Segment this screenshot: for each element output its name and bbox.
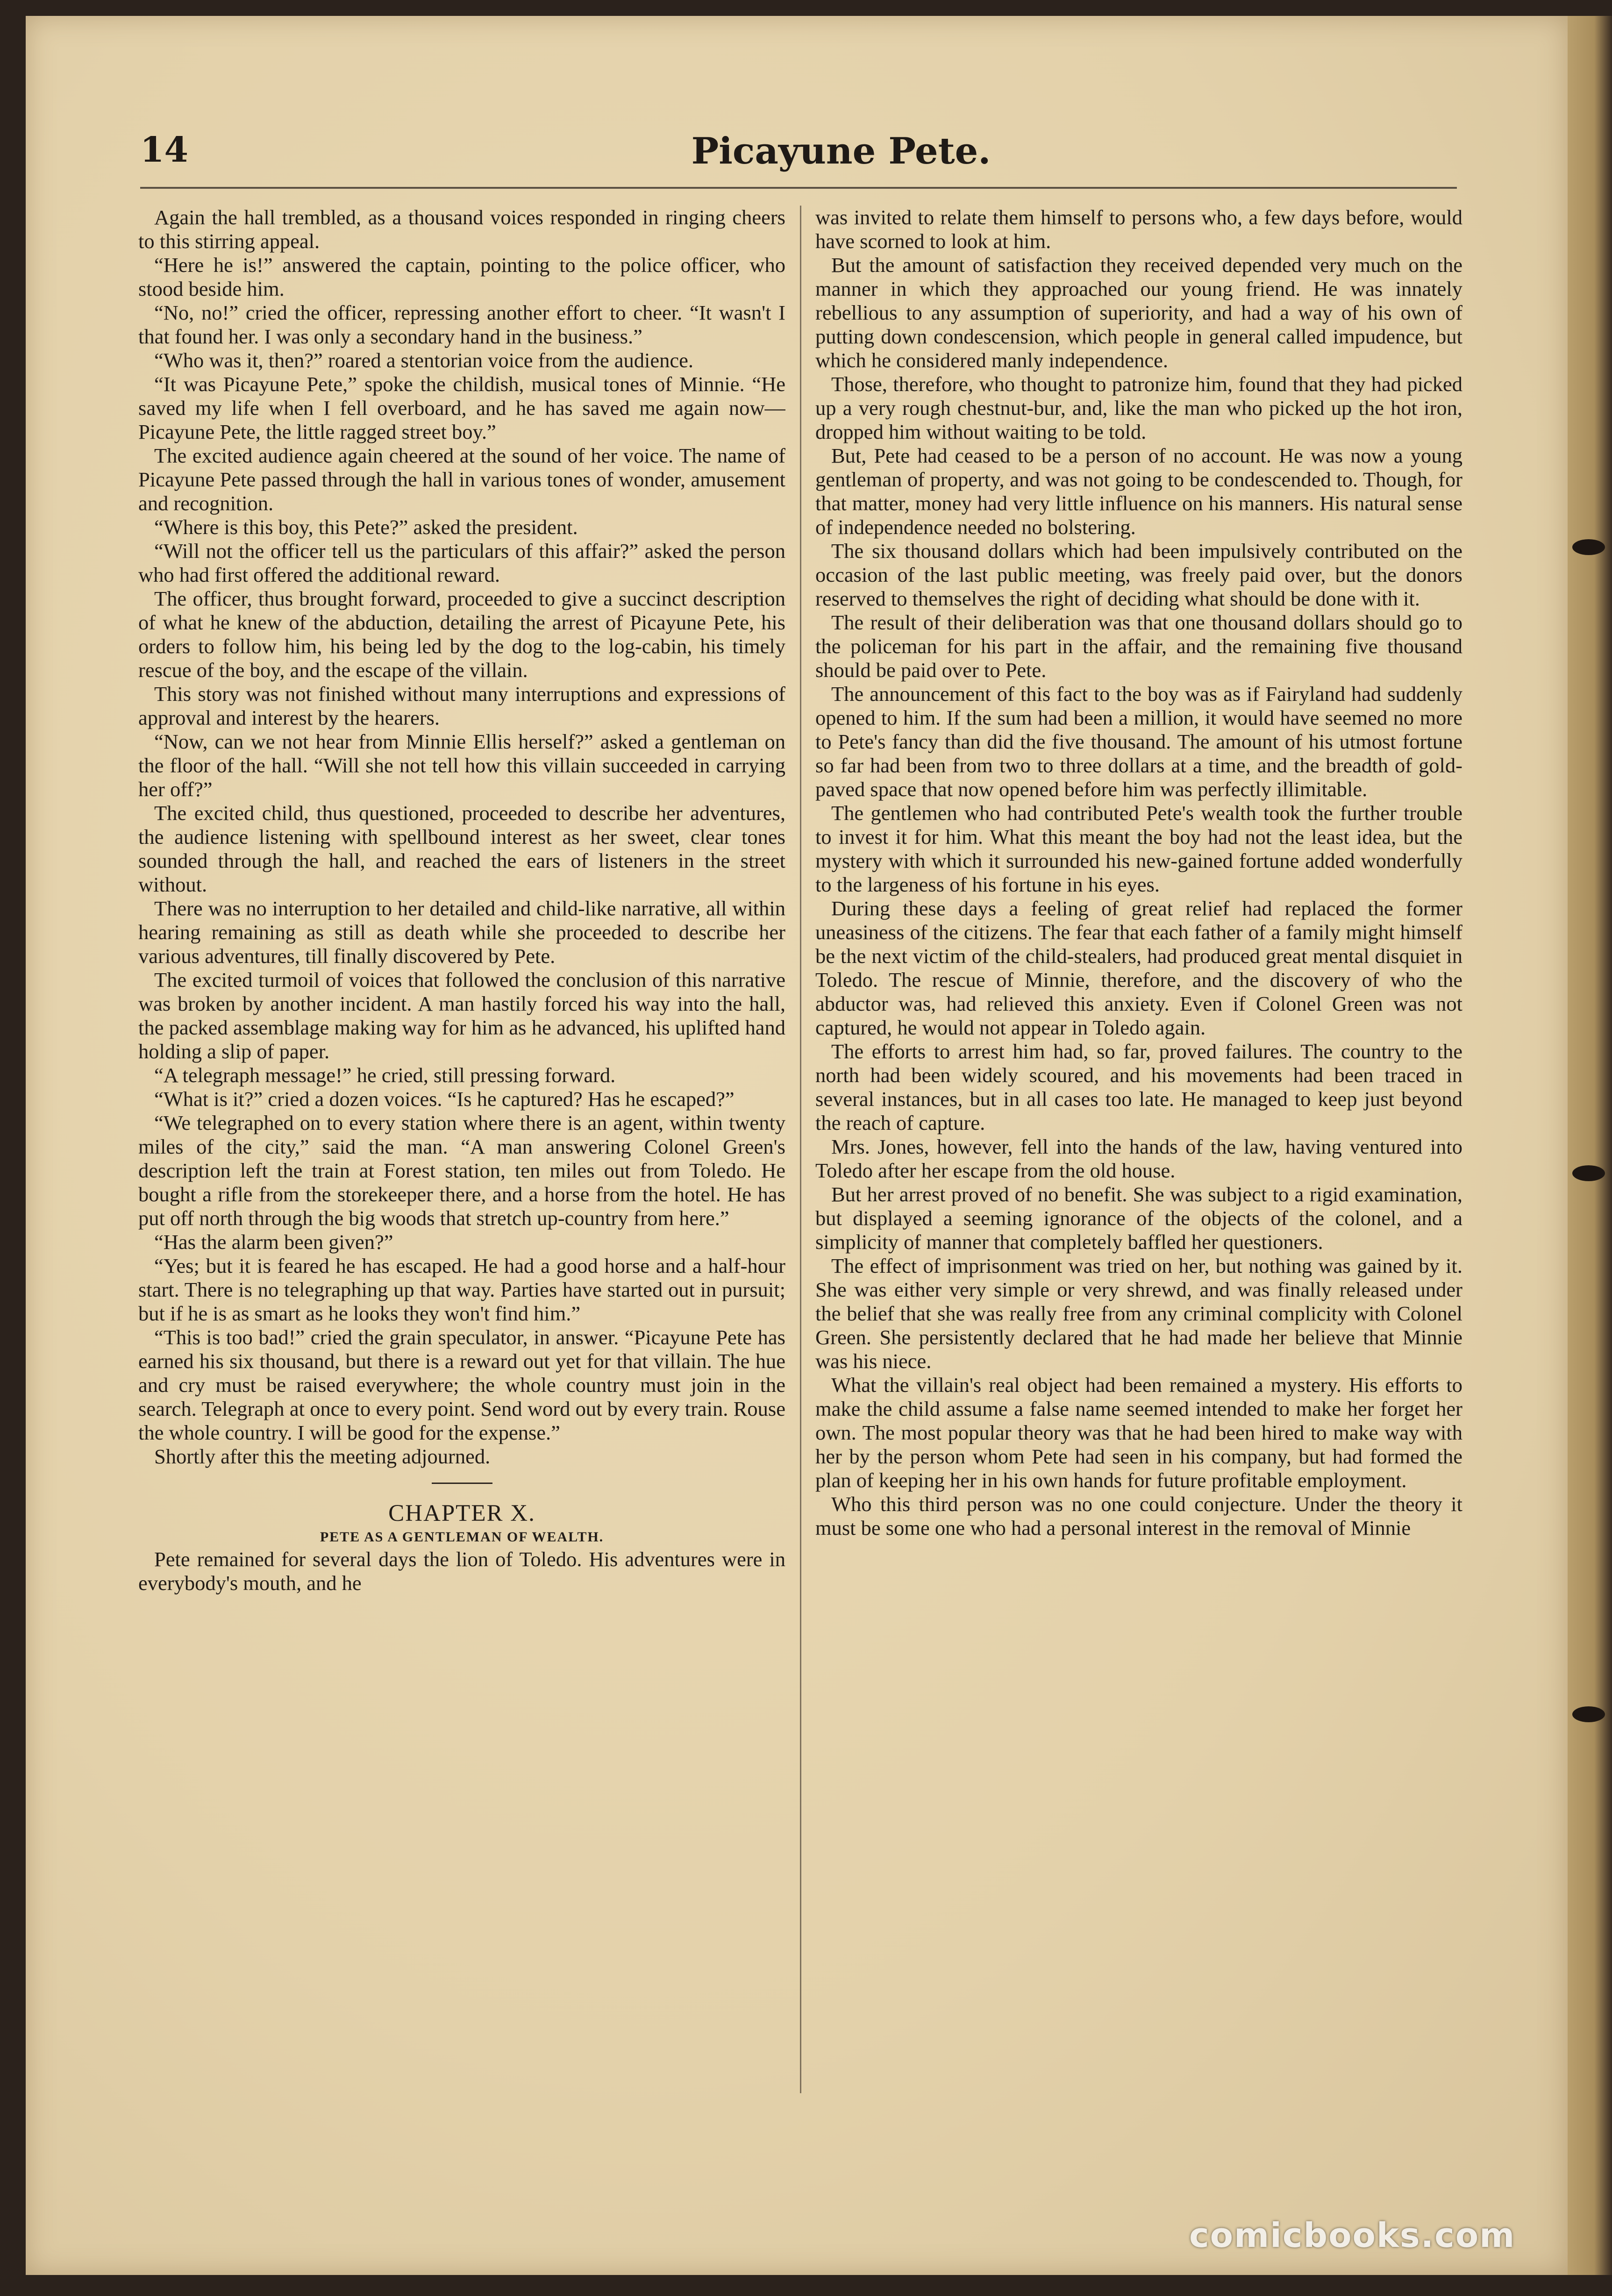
- paragraph: “Now, can we not hear from Minnie Ellis herself?” asked a gentleman on the floor of the hall. “Will she not tell how this villain succeeded in carrying her off?”: [138, 730, 785, 801]
- paragraph: During these days a feeling of great relief had replaced the former uneasiness of the citizens. The fear that each father of a family might himself be the next victim of the child-stealers, had produced great mental disquiet in Toledo. The rescue of Minnie, therefore, and the discovery of who the abductor was, had relieved this anxiety. Even if Colonel Green was not captured, he would not appear in Toledo again.: [815, 897, 1462, 1039]
- binding-hole: [1572, 539, 1605, 555]
- paragraph: Mrs. Jones, however, fell into the hands of the law, having ventured into Toledo after her escape from the old house.: [815, 1135, 1462, 1182]
- paragraph: Those, therefore, who thought to patronize him, found that they had picked up a very rough chestnut-bur, and, like the man who picked up the hot iron, dropped him without waiting to be told.: [815, 372, 1462, 443]
- paragraph: What the villain's real object had been remained a mystery. His efforts to make the child assume a false name seemed intended to make her forget her own. The most popular theory was that he had been hired to make way with her by the person whom Pete had seen in his company, but had formed the plan of keeping her in his own hands for future profitable employment.: [815, 1373, 1462, 1492]
- header-rule: [140, 187, 1457, 189]
- paragraph: “Yes; but it is feared he has escaped. He had a good horse and a half-hour start. There is no telegraphing up that way. Parties have started out in pursuit; but if he is as smart as he looks they won't find him.”: [138, 1254, 785, 1325]
- paragraph: “What is it?” cried a dozen voices. “Is he captured? Has he escaped?”: [154, 1087, 735, 1111]
- chapter-rule: [432, 1483, 492, 1484]
- column-divider: [800, 206, 801, 2093]
- left-column: [138, 206, 785, 2112]
- paragraph: There was no interruption to her detailed and child-like narrative, all within hearing remaining as still as death while she proceeded to describe her various adventures, till finally discovered by Pete.: [138, 897, 785, 968]
- paragraph: The efforts to arrest him had, so far, proved failures. The country to the north had been widely scoured, and his movements had been traced in several instances, but in all cases too late. He managed to keep just beyond the reach of capture.: [815, 1040, 1462, 1134]
- paragraph: The excited audience again cheered at the sound of her voice. The name of Picayune Pete passed through the hall in various tones of wonder, amusement and recognition.: [138, 444, 785, 515]
- paragraph: Who this third person was no one could conjecture. Under the theory it must be some one who had a personal interest in the removal of Minnie: [815, 1492, 1462, 1540]
- paragraph: “It was Picayune Pete,” spoke the childish, musical tones of Minnie. “He saved my life when I fell overboard, and he has saved me again now—Picayune Pete, the little ragged street boy.”: [138, 372, 785, 443]
- paragraph: The result of their deliberation was that one thousand dollars should go to the policeman for his part in the affair, and the remaining five thousand should be paid over to Pete.: [815, 611, 1462, 682]
- paragraph: “Has the alarm been given?”: [154, 1230, 393, 1254]
- paragraph: “Will not the officer tell us the particulars of this affair?” asked the person who had first offered the additional reward.: [138, 539, 785, 586]
- paragraph: “Who was it, then?” roared a stentorian voice from the audience.: [154, 349, 694, 372]
- paragraph: The gentlemen who had contributed Pete's wealth took the further trouble to invest it for him. What this meant the boy had not the least idea, but the mystery with which it surrounded his new-gained fortune added wonderfully to the largeness of his fortune in his eyes.: [815, 801, 1462, 896]
- paragraph: “Where is this boy, this Pete?” asked the president.: [154, 515, 578, 539]
- paragraph: “A telegraph message!” he cried, still pressing forward.: [154, 1063, 616, 1087]
- binding-hole: [1572, 1706, 1605, 1722]
- chapter-subtitle: PETE AS A GENTLEMAN OF WEALTH.: [320, 1529, 604, 1545]
- right-column: [815, 206, 1462, 2112]
- paragraph: “No, no!” cried the officer, repressing another effort to cheer. “It wasn't I that found her. I was only a secondary hand in the business.”: [138, 301, 785, 348]
- paragraph: “This is too bad!” cried the grain speculator, in answer. “Picayune Pete has earned his six thousand, but there is a reward out yet for that villain. The hue and cry must be raised everywhere; the whole country must join in the search. Telegraph at once to every point. Send word out by every train. Rouse the whole country. I will be good for the expense.”: [138, 1326, 785, 1444]
- paragraph: was invited to relate them himself to persons who, a few days before, would have scorned to look at him.: [815, 206, 1462, 253]
- paragraph: The six thousand dollars which had been impulsively contributed on the occasion of the last public meeting, was freely paid over, but the donors reserved to themselves the right of deciding what should be done with it.: [815, 539, 1462, 610]
- paragraph: The effect of imprisonment was tried on her, but nothing was gained by it. She was either very simple or very shrewd, and was finally released under the belief that she was really free from any criminal complicity with Colonel Green. She persistently declared that he had made her believe that Minnie was his niece.: [815, 1254, 1462, 1373]
- book-spine: [1568, 16, 1612, 2275]
- paragraph: The excited child, thus questioned, proceeded to describe her adventures, the audience listening with spellbound interest as her sweet, clear tones sounded through the hall, and reached the ears of listeners in the street without.: [138, 801, 785, 896]
- paragraph: Again the hall trembled, as a thousand voices responded in ringing cheers to this stirring appeal.: [138, 206, 785, 253]
- paragraph: But the amount of satisfaction they received depended very much on the manner in which they approached our young friend. He was innately rebellious to any assumption of superiority, and had a way of his own of putting down condescension, which people in general called impudence, but which he considered manly independence.: [815, 253, 1462, 372]
- chapter-title: CHAPTER X.: [388, 1500, 535, 1526]
- binding-hole: [1572, 1165, 1605, 1181]
- paragraph: “Here he is!” answered the captain, pointing to the police officer, who stood beside him.: [138, 253, 785, 300]
- paragraph: The excited turmoil of voices that followed the conclusion of this narrative was broken by another incident. A man hastily forced his way into the hall, the packed assemblage making way for him as he advanced, his uplifted hand holding a slip of paper.: [138, 968, 785, 1063]
- running-title: Picayune Pete.: [691, 130, 991, 172]
- paragraph: The announcement of this fact to the boy was as if Fairyland had suddenly opened to him. If the sum had been a million, it would have seemed no more to Pete's fancy than did the five thousand. The amount of his utmost fortune so far had been from two to three dollars at a time, and the breadth of gold-paved space that now opened before him was perfectly illimitable.: [815, 682, 1462, 801]
- watermark: comicbooks.com: [1189, 2216, 1516, 2255]
- paragraph: “We telegraphed on to every station where there is an agent, within twenty miles of the city,” said the man. “A man answering Colonel Green's description left the train at Forest station, ten miles out from Toledo. He bought a rifle from the storekeeper there, and a horse from the hotel. He has put off north through the big woods that stretch up-country from here.”: [138, 1111, 785, 1230]
- paragraph: This story was not finished without many interruptions and expressions of approval and interest by the hearers.: [138, 682, 785, 729]
- paragraph: But her arrest proved of no benefit. She was subject to a rigid examination, but displayed a seeming ignorance of the objects of the colonel, and a simplicity of manner that completely baffled her questioners.: [815, 1183, 1462, 1254]
- paragraph: But, Pete had ceased to be a person of no account. He was now a young gentleman of property, and was not going to be condescended to. Though, for that matter, money had very little influence on his manners. His natural sense of independence needed no bolstering.: [815, 444, 1462, 539]
- paragraph: Pete remained for several days the lion of Toledo. His adventures were in everybody's mouth, and he: [138, 1547, 785, 1595]
- page-number: 14: [140, 130, 188, 170]
- paragraph: Shortly after this the meeting adjourned.: [154, 1445, 491, 1468]
- paragraph: The officer, thus brought forward, proceeded to give a succinct description of what he knew of the abduction, detailing the arrest of Picayune Pete, his orders to follow him, his being led by the dog to the log-cabin, his timely rescue of the boy, and the escape of the villain.: [138, 587, 785, 682]
